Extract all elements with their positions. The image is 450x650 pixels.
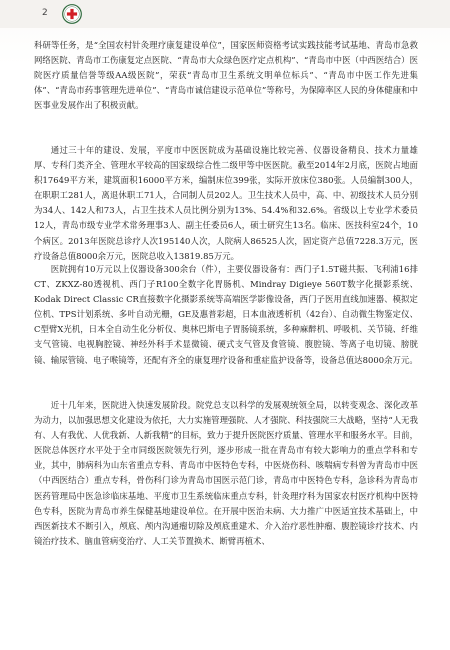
paragraph-honors bbox=[34, 38, 418, 113]
paragraph-text: 通过三十年的建设、发展，平度市中医医院成为基础设施比较完善、仪器设备精良、技术力量雄厚、专科门类齐全、管理水平较高的国家级综合性二级甲等中医医院。截至2014年2月底，医院占地面积17649平方米，建筑面积16000平方米，编制床位399张，实际开放床位380张。人员编制300人，在职职工281人，离退休职工71人，合同制人员202人。卫生技术人员中，高、中、初级技术人员分别为34人、142人和73人，占卫生技术人员比例分别为13%、54.4%和32.6%。省级以上专业学术委员12人，青岛市级专业学术常务理事3人、副主任委员6人，硕士研究生13名。临床、医技科室24个，10个病区。2013年医院总诊疗人次195140人次，人院病人86525人次，固定资产总值7228.3万元，医疗设备总值8000余万元，医院总收入13819.85万元。 bbox=[34, 145, 418, 261]
corner-mark: 2 bbox=[42, 8, 48, 18]
paragraph-development bbox=[34, 398, 418, 549]
paragraph-text: 近十几年来，医院进入快速发展阶段。院党总支以科学的发展观统领全局，以转变观念、深化改革为动力，以加强思想文化建设为依托，大力实施管理强院、人才强院、科技强院三大战略，坚持“人无我有、人有我优、人优我新、人新我精”的目标，致力于提升医院医疗质量、管理水平和服务水平。目前，医院总体医疗水平处于全市同级医院领先行列，逐步形成一批在青岛市有较大影响力的重点学科和专业，其中，肺病科为山东省重点专科、青岛市中医特色专科，中医烧伤科、咳喘病专科曾为青岛市中医（中西医结合）重点专科，骨伤科门诊为青岛市国医示范门诊，青岛市中医特色专科，急诊科为青岛市医药管理局中医急诊临床基地、平度市卫生系统临床重点专科，针灸理疗科为国家农村医疗机构中医特色专科，医院为青岛市养生保健基地建设单位。在开展中医治未病、大力推广中医适宜技术基础上，中西医新技术不断引入，颅底、颅内沟通瘤切除及颅底重建术、介入治疗恶性肿瘤、腹腔镜诊疗技术、内镜治疗技术、脑血管病变治疗、人工关节置换术、断臂再植术、 bbox=[34, 400, 418, 546]
paragraph-text: 医院拥有10万元以上仪器设备300余台（件），主要仪器设备有：西门子1.5T磁共振、飞利浦16排CT、ZKXZ-80透视机、西门子R100全数字化胃肠机、Mindray Digieye 560T数字化摄影系统、Kodak Direct Classic CR直接数字化摄影系统等高端医学影像设备，西门子医用直线加速器、模拟定位机、TPS计划系统、多叶自动光栅，GE及惠普彩超，日本血液透析机（42台）、自动微生物鉴定仪、C型臂X光机，日本全自动生化分析仪、奥林巴斯电子胃肠镜系统，多种麻醉机、呼吸机、关节镜、纤维支气管镜、电视胸腔镜、神经外科手术显微镜、硬式支气管及食管镜、腹腔镜、等离子电切镜、膀胱镜、输尿管镜、电子喉镜等，还配有齐全的康复理疗设备和重症监护设备等，设备总值达8000余万元。 bbox=[34, 264, 418, 365]
red-cross-logo-icon bbox=[62, 4, 82, 24]
paragraph-text: 科研等任务，是“全国农村针灸理疗康复建设单位”，国家医师资格考试实践技能考试基地、青岛市急救网络医院、青岛市工伤康复定点医院、“青岛市大众绿色医疗定点机构”、“青岛市中医（中西医结合）医院医疗质量信誉等级AA级医院”，荣获“青岛市卫生系统文明单位标兵”、“青岛市中医工作先进集体”、“青岛市药事管理先进单位”、“青岛市诚信建设示范单位”等称号，为保障率区人民的身体健康和中医事业发展作出了积极贡献。 bbox=[34, 40, 418, 111]
paragraph-equipment bbox=[34, 262, 418, 368]
paragraph-overview bbox=[34, 143, 418, 264]
